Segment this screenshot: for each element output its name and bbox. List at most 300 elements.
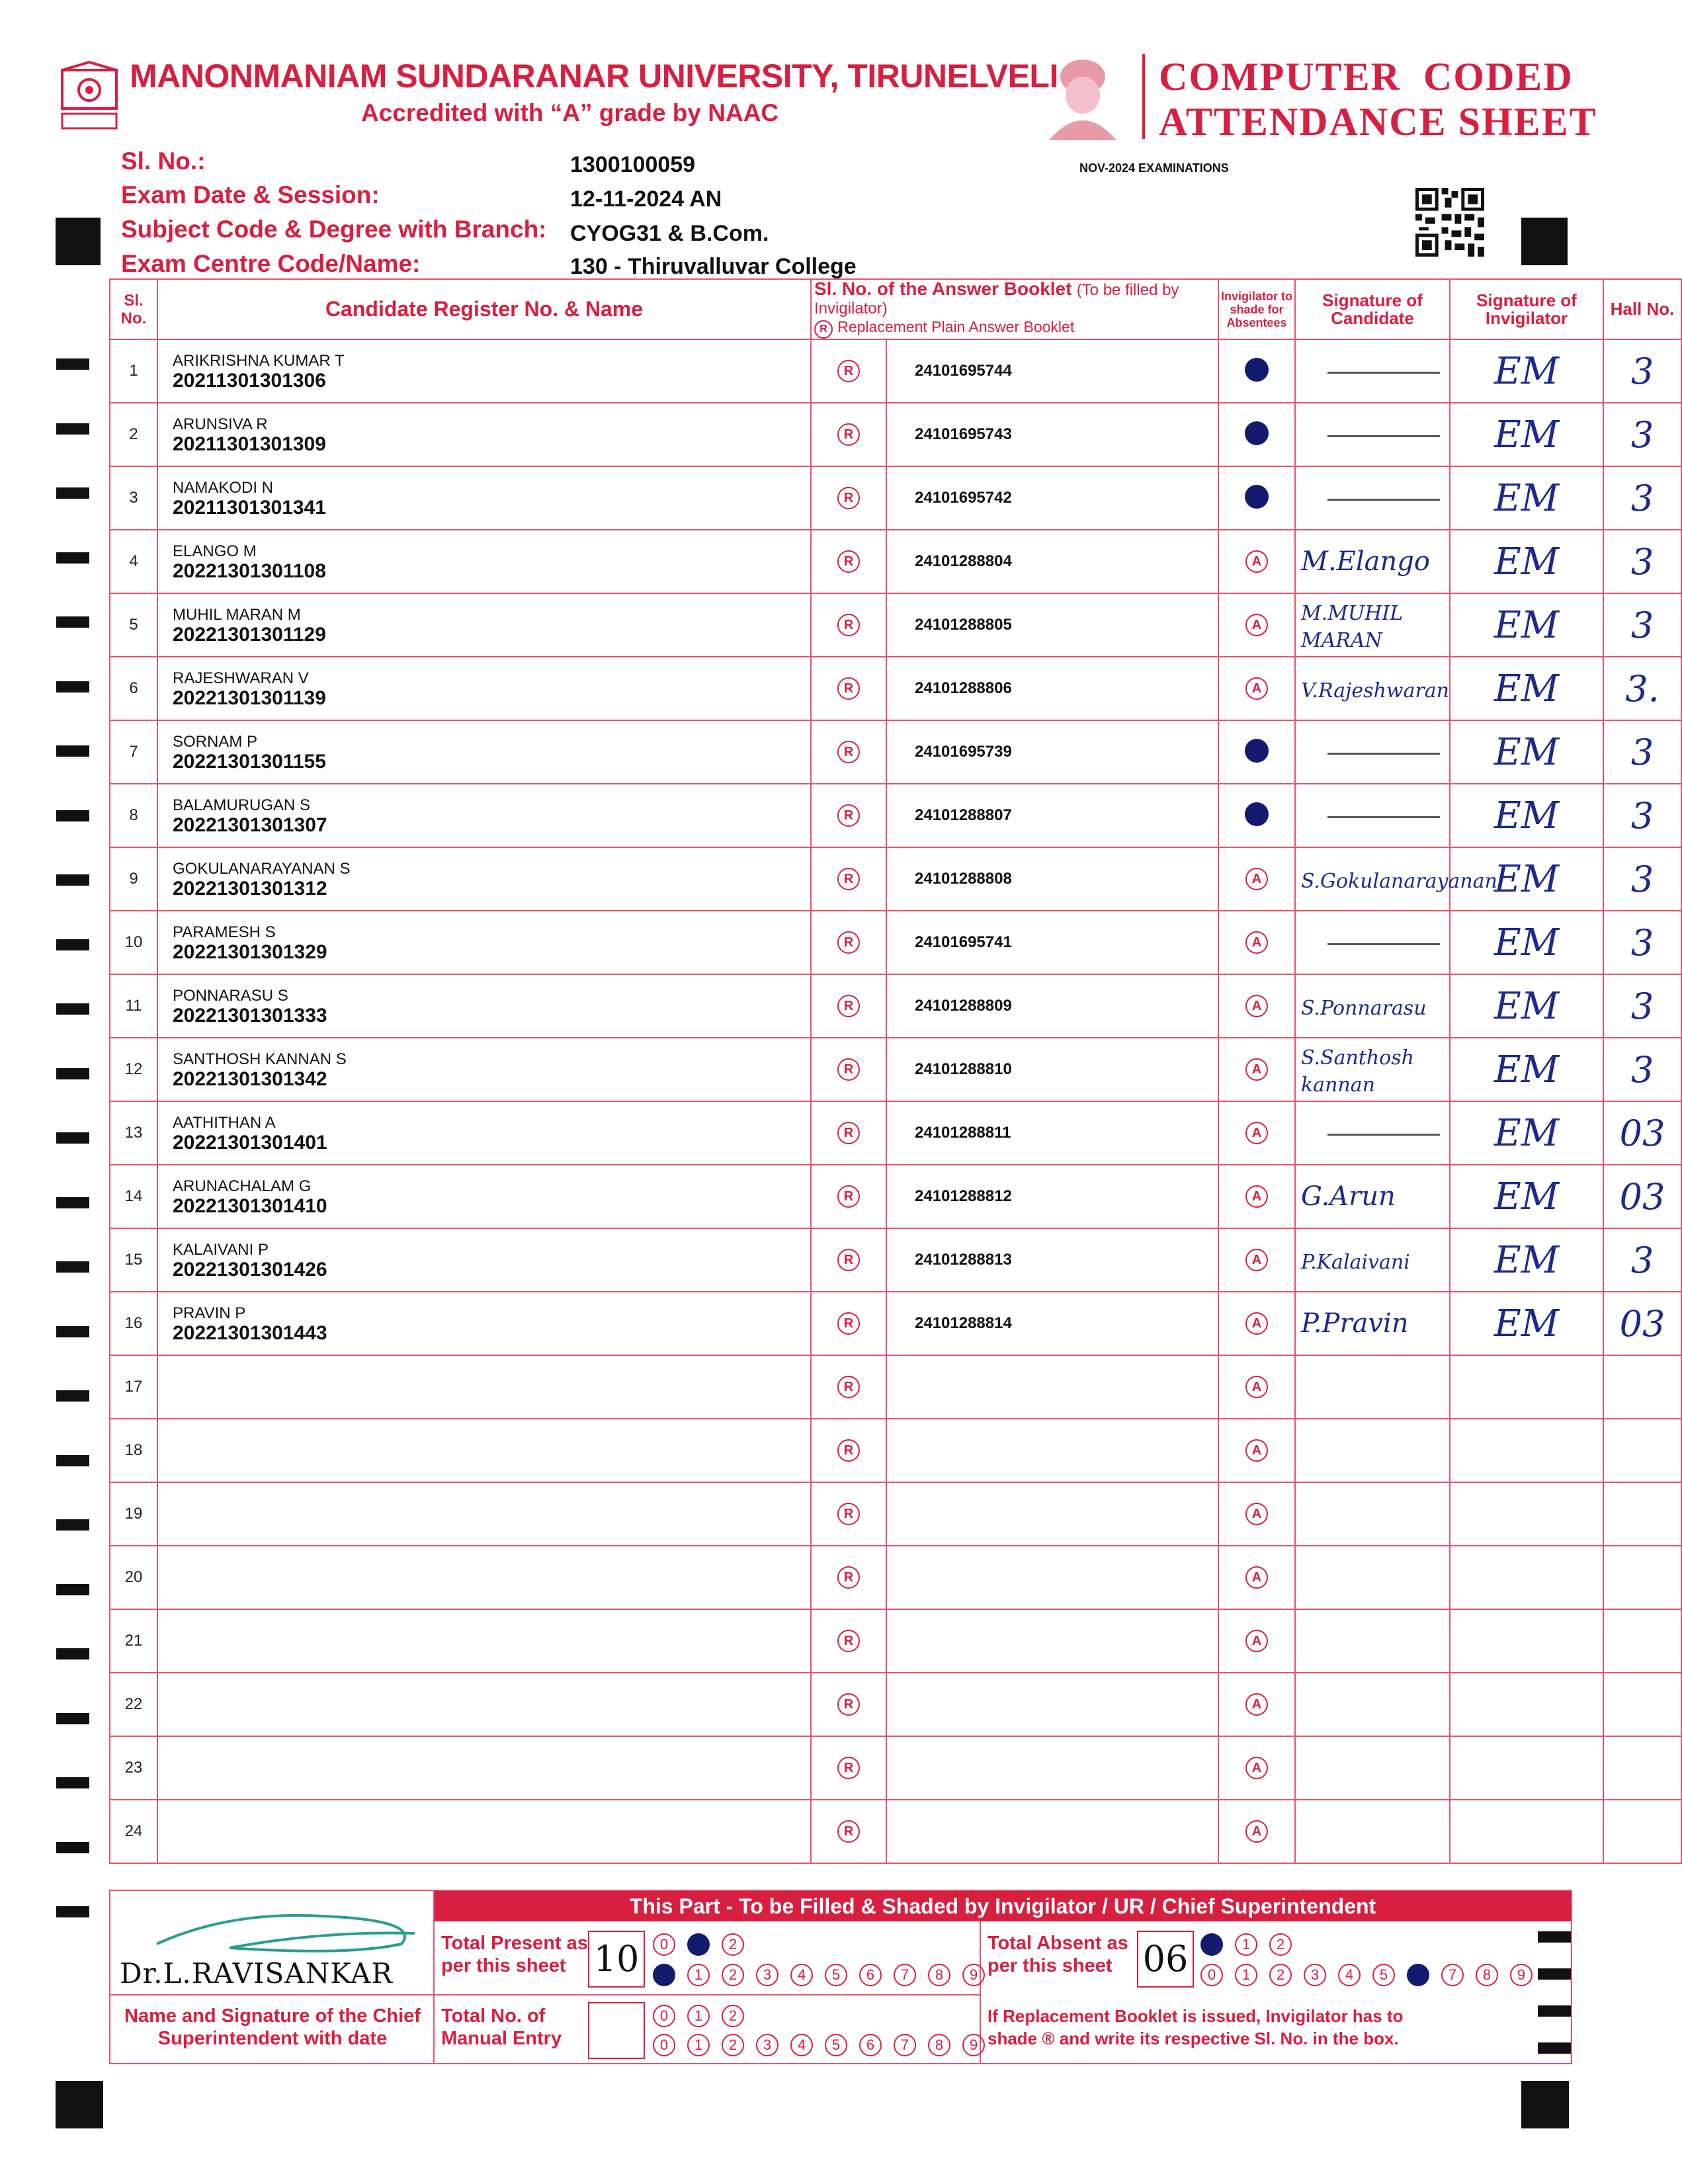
- booklet-number[interactable]: 24101288808: [886, 847, 1218, 911]
- digit-bubble[interactable]: 1: [1235, 1964, 1257, 1986]
- register-number: 20221301301342: [173, 1068, 327, 1090]
- table-row: [110, 1482, 1681, 1546]
- absent-box[interactable]: 06: [1137, 1931, 1194, 1988]
- candidate-signature-cell[interactable]: [1295, 847, 1497, 911]
- invigilator-signature[interactable]: [1450, 1419, 1603, 1482]
- attendance-table: [109, 278, 1682, 1864]
- absent-cell: [1218, 911, 1295, 974]
- replacement-r-bubble[interactable]: R: [837, 804, 860, 827]
- candidate-name: ELANGO M: [173, 542, 257, 560]
- present-box[interactable]: 10: [588, 1931, 645, 1988]
- replacement-cell: [811, 466, 886, 530]
- absent-a-bubble[interactable]: A: [1245, 1312, 1268, 1335]
- absent-a-bubble[interactable]: A: [1245, 1249, 1268, 1271]
- candidate-signature-cell[interactable]: [1295, 1673, 1450, 1736]
- header-absentees: Invigilator to shade for Absentees: [1218, 279, 1295, 339]
- section-title-bar: This Part - To be Filled & Shaded by Invigilator / UR / Chief Superintendent: [435, 1891, 1571, 1921]
- header-booklet-note: (To be filled by Invigilator): [814, 281, 1179, 317]
- timing-mark: [56, 1842, 89, 1853]
- timing-mark: [56, 1197, 89, 1208]
- register-number: 20211301301309: [173, 433, 326, 455]
- timing-mark: [56, 1068, 89, 1079]
- hall-number[interactable]: 03: [1603, 1165, 1681, 1228]
- digit-bubble[interactable]: 2: [1269, 1964, 1292, 1986]
- booklet-number[interactable]: 24101288810: [886, 1038, 1218, 1101]
- replacement-r-bubble[interactable]: R: [837, 868, 860, 890]
- digit-bubble[interactable]: 8: [928, 1964, 950, 1986]
- hall-number[interactable]: 3: [1603, 1228, 1681, 1292]
- absent-a-bubble[interactable]: A: [1245, 1439, 1268, 1462]
- invigilator-signature[interactable]: [1450, 1736, 1603, 1800]
- manual-tens-bubbles[interactable]: [653, 2005, 756, 2027]
- booklet-number[interactable]: [886, 1609, 1218, 1673]
- candidate-name: ARUNACHALAM G: [173, 1177, 312, 1195]
- replacement-r-bubble[interactable]: R: [837, 677, 860, 700]
- digit-bubble[interactable]: 9: [1510, 1964, 1533, 1986]
- timing-mark: [56, 939, 89, 950]
- replacement-r-bubble[interactable]: R: [837, 1630, 860, 1652]
- candidate-cell: [157, 974, 811, 1038]
- replacement-r-bubble[interactable]: R: [837, 1566, 860, 1589]
- candidate-signature: P.Kalaivani: [1301, 1250, 1410, 1274]
- booklet-number[interactable]: 24101695739: [886, 720, 1218, 784]
- exam-date-label: Exam Date & Session:: [121, 181, 380, 208]
- table-row: [110, 1609, 1681, 1673]
- digit-bubble[interactable]: 0: [653, 2034, 675, 2056]
- row-sl-no: 16: [110, 1292, 157, 1355]
- candidate-signature: V.Rajeshwaran: [1301, 679, 1450, 702]
- timing-mark: [56, 1326, 89, 1337]
- timing-mark: [56, 1584, 89, 1595]
- absent-shaded-icon[interactable]: [1245, 421, 1269, 445]
- candidate-signature-cell[interactable]: [1295, 1609, 1450, 1673]
- replacement-r-bubble[interactable]: R: [837, 1439, 860, 1462]
- hall-number[interactable]: [1603, 1355, 1681, 1419]
- hall-number[interactable]: 3: [1603, 1038, 1681, 1101]
- invigilator-signature[interactable]: [1450, 1546, 1603, 1609]
- hall-number[interactable]: 3: [1603, 974, 1681, 1038]
- candidate-signature-cell[interactable]: [1295, 974, 1450, 1038]
- digit-bubble[interactable]: 7: [894, 1964, 916, 1986]
- replacement-r-bubble[interactable]: R: [837, 1757, 860, 1779]
- hall-number[interactable]: 3: [1603, 403, 1681, 466]
- replacement-cell: [811, 974, 886, 1038]
- hall-number[interactable]: 3: [1603, 911, 1681, 974]
- digit-bubble[interactable]: 0: [653, 1933, 675, 1956]
- hall-number[interactable]: [1603, 1419, 1681, 1482]
- replacement-cell: [811, 1546, 886, 1609]
- booklet-number[interactable]: 24101288814: [886, 1292, 1218, 1355]
- digit-bubble[interactable]: 3: [1304, 1964, 1326, 1986]
- candidate-name: GOKULANARAYANAN S: [173, 860, 351, 878]
- chief-label: Name and Signature of the Chief Superintendent with date: [124, 2005, 421, 2049]
- replacement-cell: [811, 1482, 886, 1546]
- invigilator-signature[interactable]: EM: [1450, 1292, 1603, 1355]
- replacement-r-bubble[interactable]: R: [837, 1503, 860, 1525]
- digit-bubble[interactable]: 8: [928, 2034, 950, 2056]
- digit-bubble[interactable]: 5: [1372, 1964, 1395, 1986]
- replacement-r-bubble[interactable]: R: [837, 360, 860, 382]
- digit-bubble[interactable]: 9: [962, 2034, 985, 2056]
- signature-flourish: [150, 1904, 428, 1957]
- booklet-number[interactable]: [886, 1419, 1218, 1482]
- replacement-r-bubble[interactable]: R: [837, 1249, 860, 1271]
- replacement-cell: [811, 1228, 886, 1292]
- candidate-signature-cell[interactable]: [1295, 1165, 1450, 1228]
- invigilator-signature[interactable]: EM: [1450, 974, 1603, 1038]
- booklet-number[interactable]: 24101288811: [886, 1101, 1218, 1165]
- invigilator-signature[interactable]: EM: [1450, 784, 1603, 847]
- absent-shaded-icon[interactable]: [1245, 358, 1269, 382]
- sl-no-label: Sl. No.:: [121, 147, 206, 175]
- digit-bubble[interactable]: 1: [687, 1964, 710, 1986]
- replacement-r-icon: R: [814, 320, 833, 339]
- replacement-cell: [811, 1101, 886, 1165]
- hall-number[interactable]: 3: [1603, 339, 1681, 403]
- replacement-cell: [811, 657, 886, 720]
- booklet-number[interactable]: 24101695741: [886, 911, 1218, 974]
- candidate-signature-cell[interactable]: [1295, 1228, 1450, 1292]
- absent-a-bubble[interactable]: A: [1245, 550, 1268, 573]
- present-label: Total Present as per this sheet: [441, 1933, 588, 1976]
- candidate-signature-cell[interactable]: [1295, 1419, 1450, 1482]
- candidate-signature-cell[interactable]: [1295, 593, 1450, 657]
- digit-bubble[interactable]: 7: [894, 2034, 916, 2056]
- invigilator-signature[interactable]: [1450, 1482, 1603, 1546]
- digit-bubble[interactable]: 0: [1200, 1964, 1223, 1986]
- sheet-title-line1: COMPUTER CODED: [1159, 55, 1574, 99]
- exam-note: NOV-2024 EXAMINATIONS: [1079, 161, 1229, 175]
- row-sl-no: 22: [110, 1673, 157, 1736]
- replacement-r-bubble[interactable]: R: [837, 614, 860, 636]
- replacement-cell: [811, 403, 886, 466]
- absent-a-bubble[interactable]: A: [1245, 1693, 1268, 1716]
- replacement-r-bubble[interactable]: R: [837, 741, 860, 763]
- hall-number[interactable]: [1603, 1673, 1681, 1736]
- timing-mark: [56, 423, 89, 435]
- candidate-signature-cell[interactable]: [1295, 1355, 1450, 1419]
- digit-bubble[interactable]: 5: [825, 1964, 847, 1986]
- invigilator-signature[interactable]: EM: [1450, 1228, 1603, 1292]
- absent-a-bubble[interactable]: A: [1245, 1503, 1268, 1525]
- invigilator-signature[interactable]: EM: [1450, 911, 1603, 974]
- table-header-row: [110, 279, 1681, 339]
- absent-cell: [1218, 339, 1295, 403]
- row-sl-no: 5: [110, 593, 157, 657]
- hall-number[interactable]: 3: [1603, 847, 1681, 911]
- booklet-number[interactable]: 24101288812: [886, 1165, 1218, 1228]
- hall-number[interactable]: [1603, 1800, 1681, 1863]
- hall-number[interactable]: 3.: [1603, 657, 1681, 720]
- digit-bubble[interactable]: 1: [687, 2034, 710, 2056]
- digit-bubble[interactable]: 6: [859, 2034, 882, 2056]
- row-sl-no: 20: [110, 1546, 157, 1609]
- absent-a-bubble[interactable]: A: [1245, 1630, 1268, 1652]
- candidate-name: RAJESHWARAN V: [173, 669, 309, 687]
- row-sl-no: 6: [110, 657, 157, 720]
- table-row: [110, 657, 1681, 720]
- table-row: [110, 339, 1681, 403]
- candidate-signature-cell[interactable]: [1295, 1482, 1450, 1546]
- digit-bubble[interactable]: 3: [756, 2034, 778, 2056]
- replacement-r-bubble[interactable]: R: [837, 1185, 860, 1208]
- replacement-r-bubble[interactable]: R: [837, 1820, 860, 1843]
- manual-units-bubbles[interactable]: [653, 2034, 997, 2056]
- table-row: [110, 1101, 1681, 1165]
- absent-a-bubble[interactable]: A: [1245, 1757, 1268, 1779]
- accreditation: Accredited with “A” grade by NAAC: [361, 99, 779, 126]
- booklet-number[interactable]: [886, 1736, 1218, 1800]
- hall-number[interactable]: [1603, 1736, 1681, 1800]
- replacement-cell: [811, 784, 886, 847]
- invigilator-signature[interactable]: EM: [1450, 466, 1603, 530]
- booklet-number[interactable]: 24101288807: [886, 784, 1218, 847]
- digit-bubble[interactable]: 6: [859, 1964, 882, 1986]
- candidate-name: PARAMESH S: [173, 923, 276, 941]
- candidate-cell: [157, 720, 811, 784]
- table-row: [110, 1292, 1681, 1355]
- absent-shaded-icon[interactable]: [1245, 485, 1269, 509]
- replacement-r-bubble[interactable]: R: [837, 931, 860, 954]
- invigilator-signature[interactable]: [1450, 1609, 1603, 1673]
- invigilator-signature[interactable]: [1450, 1355, 1603, 1419]
- absent-cell: [1218, 593, 1295, 657]
- row-sl-no: 2: [110, 403, 157, 466]
- qr-code-icon: [1415, 188, 1484, 257]
- candidate-cell: [157, 847, 811, 911]
- registration-mark: [1521, 2081, 1569, 2128]
- candidate-signature-cell[interactable]: [1295, 339, 1450, 403]
- sl-no-value: 1300100059: [570, 152, 696, 177]
- absent-cell: [1218, 847, 1295, 911]
- digit-bubble[interactable]: 2: [1269, 1933, 1292, 1956]
- absent-cell: [1218, 1101, 1295, 1165]
- hall-number[interactable]: 3: [1603, 720, 1681, 784]
- absent-a-bubble[interactable]: A: [1245, 868, 1268, 890]
- candidate-cell: [157, 339, 811, 403]
- digit-bubble[interactable]: 2: [722, 2034, 744, 2056]
- candidate-signature-cell[interactable]: [1295, 1101, 1450, 1165]
- candidate-name: ARIKRISHNA KUMAR T: [173, 352, 345, 370]
- candidate-name: BALAMURUGAN S: [173, 796, 311, 814]
- candidate-name: ARUNSIVA R: [173, 415, 268, 433]
- timing-mark: [56, 874, 89, 886]
- row-sl-no: 8: [110, 784, 157, 847]
- row-sl-no: 14: [110, 1165, 157, 1228]
- invigilator-signature[interactable]: EM: [1450, 1038, 1603, 1101]
- row-sl-no: 15: [110, 1228, 157, 1292]
- absent-shaded-icon[interactable]: [1245, 739, 1269, 763]
- invigilator-signature[interactable]: [1450, 1800, 1603, 1863]
- hall-number[interactable]: 3: [1603, 593, 1681, 657]
- hall-number[interactable]: [1603, 1546, 1681, 1609]
- digit-bubble[interactable]: 1: [1235, 1933, 1257, 1956]
- booklet-number[interactable]: 24101288805: [886, 593, 1218, 657]
- invigilator-signature[interactable]: EM: [1450, 1165, 1603, 1228]
- register-number: 20221301301329: [173, 941, 327, 963]
- register-number: 20221301301443: [173, 1322, 327, 1344]
- candidate-signature-cell[interactable]: [1295, 784, 1450, 847]
- candidate-signature-cell[interactable]: [1295, 657, 1450, 720]
- absent-tens-bubbles[interactable]: [1200, 1933, 1304, 1956]
- booklet-number[interactable]: [886, 1800, 1218, 1863]
- present-units-bubbles[interactable]: [653, 1964, 997, 1986]
- candidate-signature-cell[interactable]: [1295, 1736, 1450, 1800]
- table-row: [110, 1736, 1681, 1800]
- candidate-cell: [157, 403, 811, 466]
- register-number: 20221301301108: [173, 560, 326, 582]
- digit-bubble[interactable]: 4: [790, 2034, 813, 2056]
- digit-bubble[interactable]: 4: [790, 1964, 813, 1986]
- candidate-signature-cell[interactable]: [1295, 911, 1450, 974]
- absent-a-bubble[interactable]: A: [1245, 1820, 1268, 1843]
- candidate-cell: [157, 1800, 811, 1863]
- absent-a-bubble[interactable]: A: [1245, 995, 1268, 1017]
- hall-number[interactable]: 3: [1603, 530, 1681, 593]
- booklet-number[interactable]: [886, 1546, 1218, 1609]
- hall-number[interactable]: 3: [1603, 466, 1681, 530]
- signature-line: [1327, 435, 1440, 437]
- candidate-cell: [157, 1165, 811, 1228]
- candidate-signature-cell[interactable]: [1295, 1546, 1450, 1609]
- digit-bubble[interactable]: 1: [687, 1933, 710, 1956]
- absent-a-bubble[interactable]: A: [1245, 677, 1268, 700]
- table-row: [110, 1228, 1681, 1292]
- absent-cell: [1218, 1038, 1295, 1101]
- absent-a-bubble[interactable]: A: [1245, 1122, 1268, 1144]
- hall-number[interactable]: [1603, 1482, 1681, 1546]
- absent-cell: [1218, 1292, 1295, 1355]
- absent-a-bubble[interactable]: A: [1245, 1185, 1268, 1208]
- booklet-number[interactable]: 24101288806: [886, 657, 1218, 720]
- signature-line: [1327, 372, 1440, 374]
- invigilator-signature[interactable]: EM: [1450, 339, 1603, 403]
- digit-bubble[interactable]: 0: [653, 1964, 675, 1986]
- candidate-signature-cell[interactable]: [1295, 720, 1450, 784]
- timing-mark: [56, 681, 89, 693]
- digit-bubble[interactable]: 6: [1407, 1964, 1429, 1986]
- table-row: [110, 593, 1681, 657]
- replacement-r-bubble[interactable]: R: [837, 1122, 860, 1144]
- invigilator-signature[interactable]: EM: [1450, 657, 1603, 720]
- absent-units-bubbles[interactable]: [1200, 1964, 1544, 1986]
- booklet-number[interactable]: [886, 1482, 1218, 1546]
- candidate-cell: [157, 1228, 811, 1292]
- digit-bubble[interactable]: 4: [1338, 1964, 1361, 1986]
- replacement-cell: [811, 1609, 886, 1673]
- absent-a-bubble[interactable]: A: [1245, 614, 1268, 636]
- replacement-note-line1: If Replacement Booklet is issued, Invigilator has to: [988, 2006, 1404, 2026]
- replacement-r-bubble[interactable]: R: [837, 550, 860, 573]
- digit-bubble[interactable]: 2: [722, 1933, 744, 1956]
- candidate-signature-cell[interactable]: [1295, 530, 1450, 593]
- header-divider: [1142, 54, 1145, 139]
- invigilator-signature[interactable]: EM: [1450, 720, 1603, 784]
- digit-bubble[interactable]: 9: [962, 1964, 985, 1986]
- present-tens-bubbles[interactable]: [653, 1933, 756, 1956]
- digit-bubble[interactable]: 7: [1441, 1964, 1464, 1986]
- timing-mark: [56, 1519, 89, 1531]
- row-sl-no: 24: [110, 1800, 157, 1863]
- superintendent-section: [109, 1890, 1572, 2064]
- header-replacement-note: Replacement Plain Answer Booklet: [837, 318, 1075, 335]
- replacement-r-bubble[interactable]: R: [837, 487, 860, 509]
- digit-bubble[interactable]: 0: [653, 2005, 675, 2027]
- timing-mark: [56, 1455, 89, 1466]
- absent-shaded-icon[interactable]: [1245, 802, 1269, 826]
- invigilator-signature[interactable]: EM: [1450, 847, 1603, 911]
- invigilator-signature[interactable]: EM: [1450, 1101, 1603, 1165]
- subject-label: Subject Code & Degree with Branch:: [121, 216, 547, 243]
- signature-line: [1327, 753, 1440, 755]
- manual-box[interactable]: [588, 2002, 645, 2059]
- booklet-number[interactable]: [886, 1355, 1218, 1419]
- invigilator-signature[interactable]: EM: [1450, 530, 1603, 593]
- booklet-number[interactable]: 24101695744: [886, 339, 1218, 403]
- absent-a-bubble[interactable]: A: [1245, 1058, 1268, 1081]
- digit-bubble[interactable]: 2: [722, 1964, 744, 1986]
- replacement-cell: [811, 911, 886, 974]
- replacement-r-bubble[interactable]: R: [837, 1058, 860, 1081]
- absent-a-bubble[interactable]: A: [1245, 1376, 1268, 1398]
- hall-number[interactable]: 03: [1603, 1101, 1681, 1165]
- candidate-signature-cell[interactable]: [1295, 403, 1450, 466]
- replacement-r-bubble[interactable]: R: [837, 995, 860, 1017]
- invigilator-signature[interactable]: EM: [1450, 403, 1603, 466]
- digit-bubble[interactable]: 1: [687, 2005, 710, 2027]
- digit-bubble[interactable]: 5: [825, 2034, 847, 2056]
- chief-signature: Dr.L.RAVISANKAR: [120, 1957, 393, 1990]
- table-row: [110, 1673, 1681, 1736]
- centre-value: 130 - Thiruvalluvar College: [570, 254, 857, 279]
- candidate-signature-cell[interactable]: [1295, 1292, 1450, 1355]
- registration-mark: [56, 218, 101, 265]
- digit-bubble[interactable]: 8: [1476, 1964, 1498, 1986]
- replacement-r-bubble[interactable]: R: [837, 1376, 860, 1398]
- table-row: [110, 720, 1681, 784]
- hall-number[interactable]: 03: [1603, 1292, 1681, 1355]
- booklet-number[interactable]: [886, 1673, 1218, 1736]
- absent-cell: [1218, 1165, 1295, 1228]
- candidate-cell: [157, 1482, 811, 1546]
- booklet-number[interactable]: 24101288804: [886, 530, 1218, 593]
- absent-label: Total Absent as per this sheet: [988, 1933, 1128, 1976]
- register-number: 20221301301401: [173, 1132, 327, 1154]
- digit-bubble[interactable]: 2: [722, 2005, 744, 2027]
- replacement-r-bubble[interactable]: R: [837, 1312, 860, 1335]
- absent-a-bubble[interactable]: A: [1245, 1566, 1268, 1589]
- absent-cell: [1218, 1228, 1295, 1292]
- booklet-number[interactable]: 24101695743: [886, 403, 1218, 466]
- register-number: 20211301301306: [173, 370, 326, 392]
- invigilator-signature[interactable]: [1450, 1673, 1603, 1736]
- candidate-signature-cell[interactable]: [1295, 1800, 1450, 1863]
- booklet-number[interactable]: 24101288813: [886, 1228, 1218, 1292]
- digit-bubble[interactable]: 0: [1200, 1933, 1223, 1956]
- candidate-signature-cell[interactable]: [1295, 1038, 1450, 1101]
- absent-cell: [1218, 1609, 1295, 1673]
- digit-bubble[interactable]: 3: [756, 1964, 778, 1986]
- booklet-number[interactable]: 24101288809: [886, 974, 1218, 1038]
- absent-a-bubble[interactable]: A: [1245, 931, 1268, 954]
- hall-number[interactable]: 3: [1603, 784, 1681, 847]
- candidate-signature-cell[interactable]: [1295, 466, 1450, 530]
- hall-number[interactable]: [1603, 1609, 1681, 1673]
- booklet-number[interactable]: 24101695742: [886, 466, 1218, 530]
- invigilator-signature[interactable]: EM: [1450, 593, 1603, 657]
- replacement-r-bubble[interactable]: R: [837, 423, 860, 446]
- replacement-r-bubble[interactable]: R: [837, 1693, 860, 1716]
